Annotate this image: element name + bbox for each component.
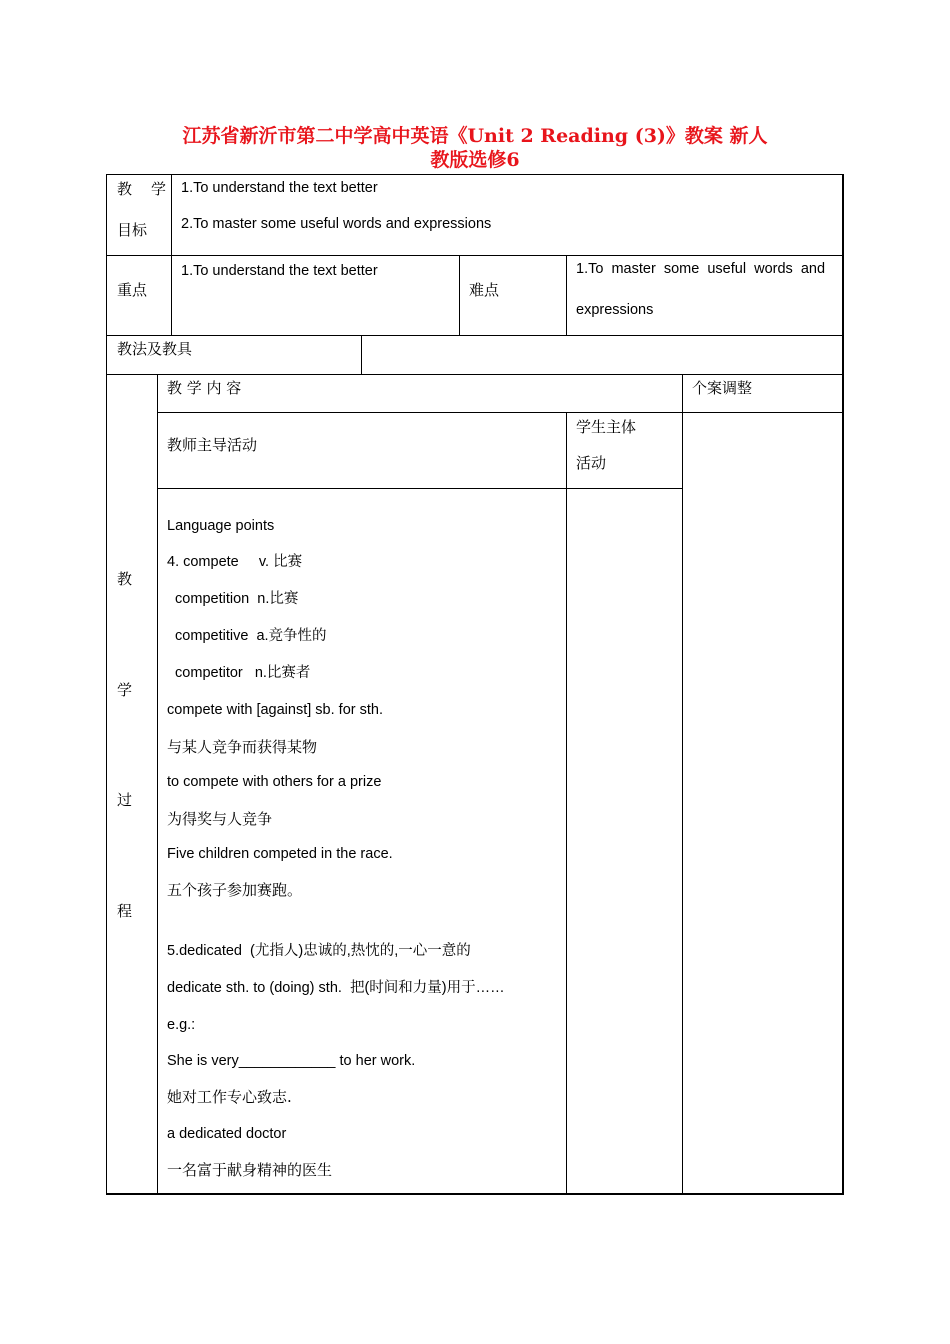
objective-item: 2.To master some useful words and expressions [181, 216, 492, 232]
process-side-char: 程 [117, 902, 133, 920]
content-line: Five children competed in the race. [167, 846, 393, 862]
row-divider [157, 488, 683, 489]
col-divider [459, 255, 460, 335]
objectives-label-b: 目标 [117, 221, 148, 239]
content-line: Language points [167, 518, 275, 534]
content-line: 5.dedicated (尤指人)忠诚的,热忱的,一心一意的 [167, 943, 471, 959]
process-side-char: 过 [117, 791, 133, 809]
key-points-label: 重点 [117, 281, 148, 299]
title-line-1: 江苏省新沂市第二中学高中英语《Unit 2 Reading (3)》教案 新人 [182, 125, 768, 147]
content-line: 她对工作专心致志. [167, 1088, 292, 1106]
key-points-text: 1.To understand the text better [181, 263, 378, 279]
difficult-points-line-1: 1.To master some useful words and [576, 261, 826, 277]
content-line: competitive a.竞争性的 [167, 628, 327, 644]
row-divider [157, 412, 844, 413]
col-divider [682, 374, 683, 1195]
content-line: She is very____________ to her work. [167, 1053, 416, 1069]
difficult-points-label: 难点 [469, 281, 500, 299]
col-divider [157, 374, 158, 1195]
document-title [100, 124, 850, 172]
content-line: 一名富于献身精神的医生 [167, 1161, 333, 1179]
content-line: dedicate sth. to (doing) sth. 把(时间和力量)用于…… [167, 980, 505, 996]
student-header-line-2: 活动 [576, 454, 607, 472]
content-line: e.g.: [167, 1017, 196, 1033]
content-line: 五个孩子参加赛跑。 [167, 881, 303, 899]
lesson-plan-table [106, 174, 844, 1195]
title-line-2: 教版选修6 [430, 149, 520, 171]
content-line: competition n.比赛 [167, 591, 299, 607]
col-divider [566, 412, 567, 1195]
content-line: compete with [against] sb. for sth. [167, 702, 383, 718]
content-line: 为得奖与人竞争 [167, 810, 273, 828]
content-line: to compete with others for a prize [167, 774, 382, 790]
adjust-header: 个案调整 [692, 379, 753, 397]
content-header: 教 学 内 容 [167, 379, 242, 397]
content-line: 4. compete v. 比赛 [167, 554, 303, 570]
row-divider [107, 335, 844, 336]
objectives-label-a: 教 学 [117, 180, 169, 198]
content-line: a dedicated doctor [167, 1126, 287, 1142]
row-divider [107, 255, 844, 256]
process-side-char: 教 [117, 570, 133, 588]
col-divider [566, 255, 567, 335]
student-header-line-1: 学生主体 [576, 418, 637, 436]
col-divider [361, 335, 362, 374]
difficult-points-line-2: expressions [576, 302, 654, 318]
objective-item: 1.To understand the text better [181, 180, 378, 196]
methods-label: 教法及教具 [117, 340, 193, 358]
content-line: 与某人竞争而获得某物 [167, 738, 318, 756]
row-divider [107, 374, 844, 375]
col-divider [171, 174, 172, 335]
teacher-header: 教师主导活动 [167, 436, 258, 454]
process-side-char: 学 [117, 681, 133, 699]
content-line: competitor n.比赛者 [167, 665, 311, 681]
